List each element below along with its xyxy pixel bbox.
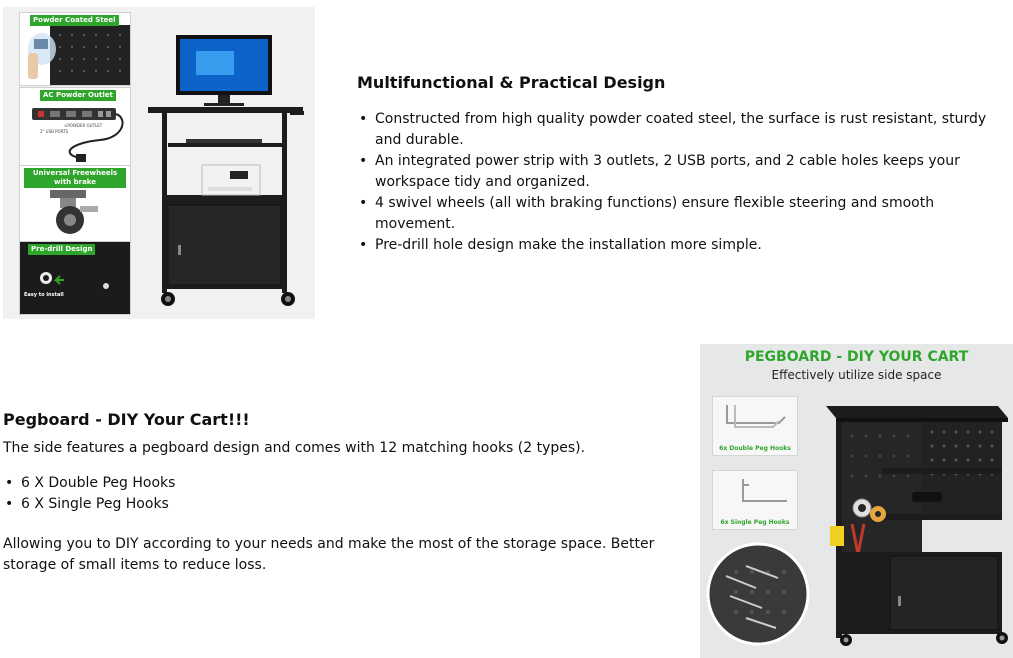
hook-list: [3, 473, 175, 515]
feature-ac-outlet: [19, 87, 131, 167]
list-item: • Constructed from high quality powder coated steel, the surface is rust resistant, sturdy and durable.: [357, 109, 1007, 151]
pegboard-cart-illustration: [812, 396, 1012, 648]
list-item: • 6 X Double Peg Hooks: [3, 473, 175, 494]
pegboard-zoom-icon: [706, 542, 810, 646]
badge-ac-power-outlet: AC Powder Outlet: [40, 90, 116, 101]
feature-list-multifunctional: [357, 109, 1007, 256]
single-peg-hook-icon: [713, 471, 797, 511]
badge-powder-coated-steel: Powder Coated Steel: [30, 15, 119, 26]
pegboard-image-subtitle: Effectively utilize side space: [771, 368, 942, 382]
av-cart-illustration: [138, 27, 313, 317]
badge-universal-freewheels: Universal Freewheels with brake: [24, 168, 126, 188]
double-hook-box: [712, 396, 798, 456]
section-heading-multifunctional: Multifunctional & Practical Design: [357, 73, 666, 92]
list-item: • Pre-drill hole design make the installation more simple.: [357, 235, 1007, 256]
pegboard-image-title: PEGBOARD - DIY YOUR CART: [744, 349, 969, 365]
single-hooks-label: 6x Single Peg Hooks: [720, 519, 790, 526]
product-image-multifunctional[interactable]: [3, 7, 315, 319]
list-item: • 6 X Single Peg Hooks: [3, 494, 175, 515]
pegboard-outro-text: Allowing you to DIY according to your needs and make the most of the storage space. Better storage of small items to reduce loss.: [3, 536, 655, 573]
section-heading-pegboard: Pegboard - DIY Your Cart!!!: [3, 410, 250, 429]
usb-label: 2" USB PORTS: [40, 129, 69, 134]
list-item: • An integrated power strip with 3 outlets, 2 USB ports, and 2 cable holes keeps your workspace tidy and organized.: [357, 151, 1007, 193]
list-item: • 4 swivel wheels (all with braking functions) ensure flexible steering and smooth movement.: [357, 193, 1007, 235]
feature-powder-coated-steel: [19, 12, 131, 86]
double-hooks-label: 6x Double Peg Hooks: [719, 445, 791, 452]
outlet-label: ⊙POWDER OUTLET: [64, 123, 103, 128]
double-peg-hook-icon: [713, 397, 797, 437]
feature-freewheels: [19, 165, 131, 243]
install-note: Easy to install: [24, 292, 64, 298]
single-hook-box: [712, 470, 798, 530]
feature-predrill: [19, 241, 131, 315]
product-image-pegboard[interactable]: [700, 344, 1013, 658]
pegboard-intro-text: The side features a pegboard design and comes with 12 matching hooks (2 types).: [3, 440, 586, 456]
badge-predrill-design: Pre-drill Design: [28, 244, 95, 255]
